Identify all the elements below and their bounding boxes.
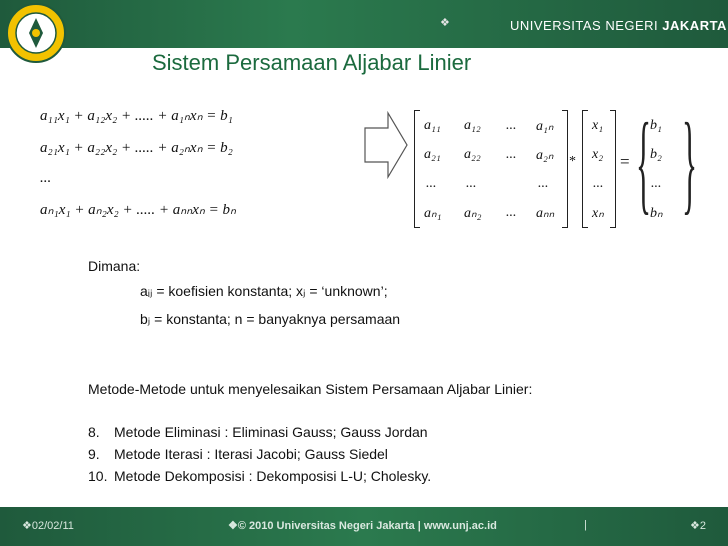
list-item: [88, 424, 428, 440]
dimana-line-2: bⱼ = konstanta; n = banyaknya persamaan: [140, 311, 401, 327]
matrix-cell: ...: [426, 176, 437, 191]
matrix-cell: ...: [506, 147, 517, 162]
list-item-text: Metode Iterasi : Iterasi Jacobi; Gauss Siedel: [114, 446, 388, 462]
equals-operator: =: [620, 152, 630, 171]
matrix-cell: aₙ₁: [424, 206, 442, 221]
dimana-label: Dimana:: [88, 258, 141, 274]
university-name-bold: JAKARTA: [662, 18, 727, 33]
matrix-cell: aₙₙ: [536, 206, 555, 221]
vector-b-cell: b₁: [650, 118, 662, 133]
matrix-left-bracket: [414, 110, 420, 228]
matrix-cell: a₂ₙ: [536, 148, 554, 163]
list-item-number: 8.: [88, 424, 100, 440]
matrix-cell: a₂₂: [464, 147, 481, 162]
vector-x-left-bracket: [582, 110, 588, 228]
list-item-number: 10.: [88, 468, 108, 484]
footer-bar: [0, 507, 728, 546]
arrow-right-icon: [364, 111, 408, 179]
list-item-text: Metode Eliminasi : Eliminasi Gauss; Gauss Jordan: [114, 424, 428, 440]
header-bullet: ❖: [440, 17, 450, 29]
footer-copyright: ❖© 2010 Universitas Negeri Jakarta | www.unj.ac.id: [228, 520, 497, 532]
matrix-cell: ...: [538, 176, 549, 191]
equation-1: a₁₁x₁ + a₁₂x₂ + ..... + a₁ₙxₙ = b₁: [40, 108, 233, 124]
matrix-cell: a₁ₙ: [536, 119, 554, 134]
header-bar: [0, 0, 728, 48]
matrix-cell: ...: [506, 205, 517, 220]
list-item: [88, 468, 431, 484]
vector-b-cell: bₙ: [650, 206, 663, 221]
multiply-operator: *: [569, 154, 576, 169]
equation-ellipsis: ...: [40, 170, 52, 186]
matrix-right-bracket: [562, 110, 568, 228]
equation-2: a₂₁x₁ + a₂₂x₂ + ..... + a₂ₙxₙ = b₂: [40, 140, 233, 156]
vector-x-cell: x₁: [592, 118, 604, 133]
footer-page-number: ❖2: [690, 520, 706, 532]
equation-n: aₙ₁x₁ + aₙ₂x₂ + ..... + aₙₙxₙ = bₙ: [40, 202, 236, 218]
methods-heading: Metode-Metode untuk menyelesaikan Sistem Persamaan Aljabar Linier:: [88, 381, 533, 397]
vector-x-cell: x₂: [592, 147, 604, 162]
dimana-line-1: aᵢⱼ = koefisien konstanta; xⱼ = ‘unknown’;: [140, 283, 388, 299]
matrix-cell: a₂₁: [424, 147, 441, 162]
university-name: UNIVERSITAS NEGERI JAKARTA: [510, 18, 727, 33]
vector-b-right-brace: }: [682, 101, 698, 225]
matrix-cell: ...: [466, 176, 477, 191]
slide-title: Sistem Persamaan Aljabar Linier: [152, 50, 472, 75]
vector-x-cell: ...: [593, 176, 604, 191]
footer-separator: |: [584, 519, 587, 531]
list-item: [88, 446, 388, 462]
university-logo-icon: [3, 2, 69, 64]
matrix-cell: aₙ₂: [464, 206, 482, 221]
matrix-cell: a₁₂: [464, 118, 481, 133]
list-item-number: 9.: [88, 446, 100, 462]
vector-x-cell: xₙ: [592, 206, 604, 221]
vector-b-cell: b₂: [650, 147, 662, 162]
vector-x-right-bracket: [610, 110, 616, 228]
vector-b-left-brace: {: [636, 101, 652, 225]
matrix-cell: a₁₁: [424, 118, 441, 133]
footer-date: ❖02/02/11: [22, 520, 74, 532]
vector-b-cell: ...: [651, 176, 662, 191]
matrix-cell: ...: [506, 118, 517, 133]
list-item-text: Metode Dekomposisi : Dekomposisi L-U; Cholesky.: [114, 468, 432, 484]
